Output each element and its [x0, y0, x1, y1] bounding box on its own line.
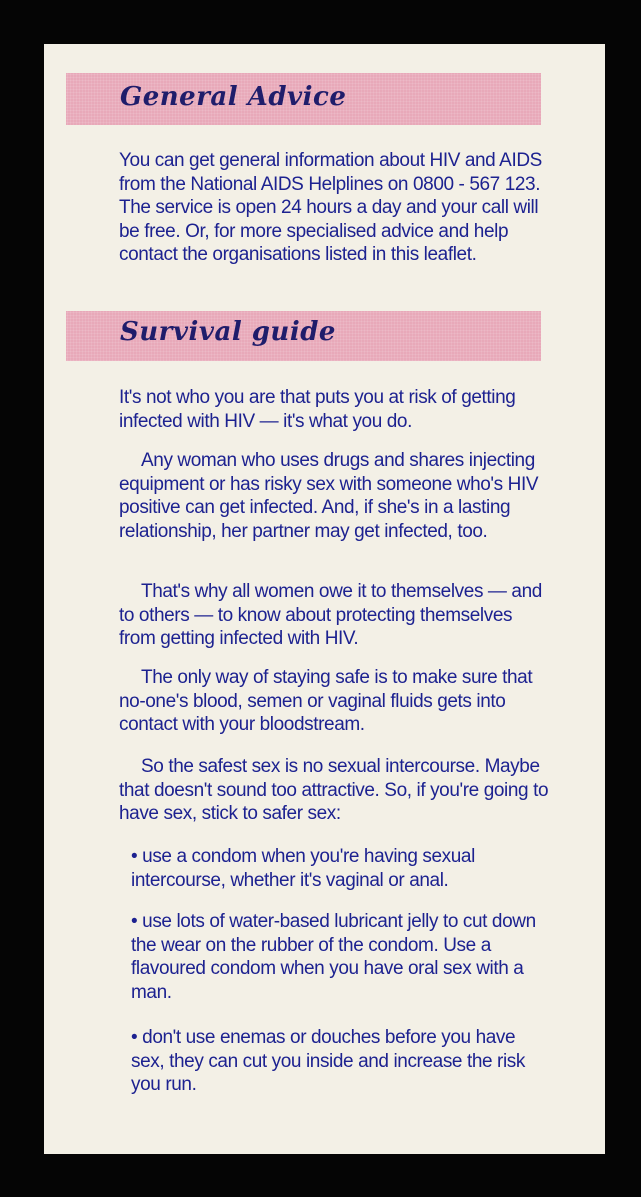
- survival-paragraph: It's not who you are that puts you at risk of getting infected with HIV — it's what you do.: [119, 387, 516, 432]
- bullet-icon: •: [131, 911, 138, 932]
- survival-paragraph: So the safest sex is no sexual intercourse. Maybe that doesn't sound too attractive. So, if you're going to have sex, stick to safer sex:: [119, 756, 549, 825]
- safer-sex-bullet: [131, 1026, 551, 1097]
- survival-paragraph: Any woman who uses drugs and shares injecting equipment or has risky sex with someone who's HIV positive can get infected. And, if she's in a lasting relationship, her partner may get infected, too.: [119, 450, 539, 542]
- bullet-text: don't use enemas or douches before you have sex, they can cut you inside and increase the risk you run.: [131, 1027, 526, 1096]
- survival-paragraph: That's why all women owe it to themselves — and to others — to know about protecting themselves from getting infected with HIV.: [119, 581, 542, 650]
- leaflet-page: [44, 44, 605, 1154]
- general-advice-text: You can get general information about HIV and AIDS from the National AIDS Helplines on 0800 - 567 123. The service is open 24 hours a day and your call will be free. Or, for more specialised advice and help contact the organisations listed in this leaflet.: [119, 150, 542, 266]
- safer-sex-bullet: [131, 910, 551, 1004]
- survival-guide-heading: Survival guide: [120, 317, 336, 347]
- survival-guide-banner: [66, 311, 541, 361]
- bullet-icon: •: [131, 846, 138, 867]
- survival-paragraph: The only way of staying safe is to make sure that no-one's blood, semen or vaginal fluids gets into contact with your bloodstream.: [119, 667, 533, 736]
- bullet-text: use a condom when you're having sexual intercourse, whether it's vaginal or anal.: [131, 846, 475, 891]
- general-advice-heading: General Advice: [120, 82, 347, 112]
- bullet-icon: •: [131, 1027, 138, 1048]
- bullet-text: use lots of water-based lubricant jelly to cut down the wear on the rubber of the condom. Use a flavoured condom when you have oral sex with a man.: [131, 911, 536, 1003]
- general-advice-banner: [66, 73, 541, 125]
- safer-sex-bullet: [131, 845, 551, 892]
